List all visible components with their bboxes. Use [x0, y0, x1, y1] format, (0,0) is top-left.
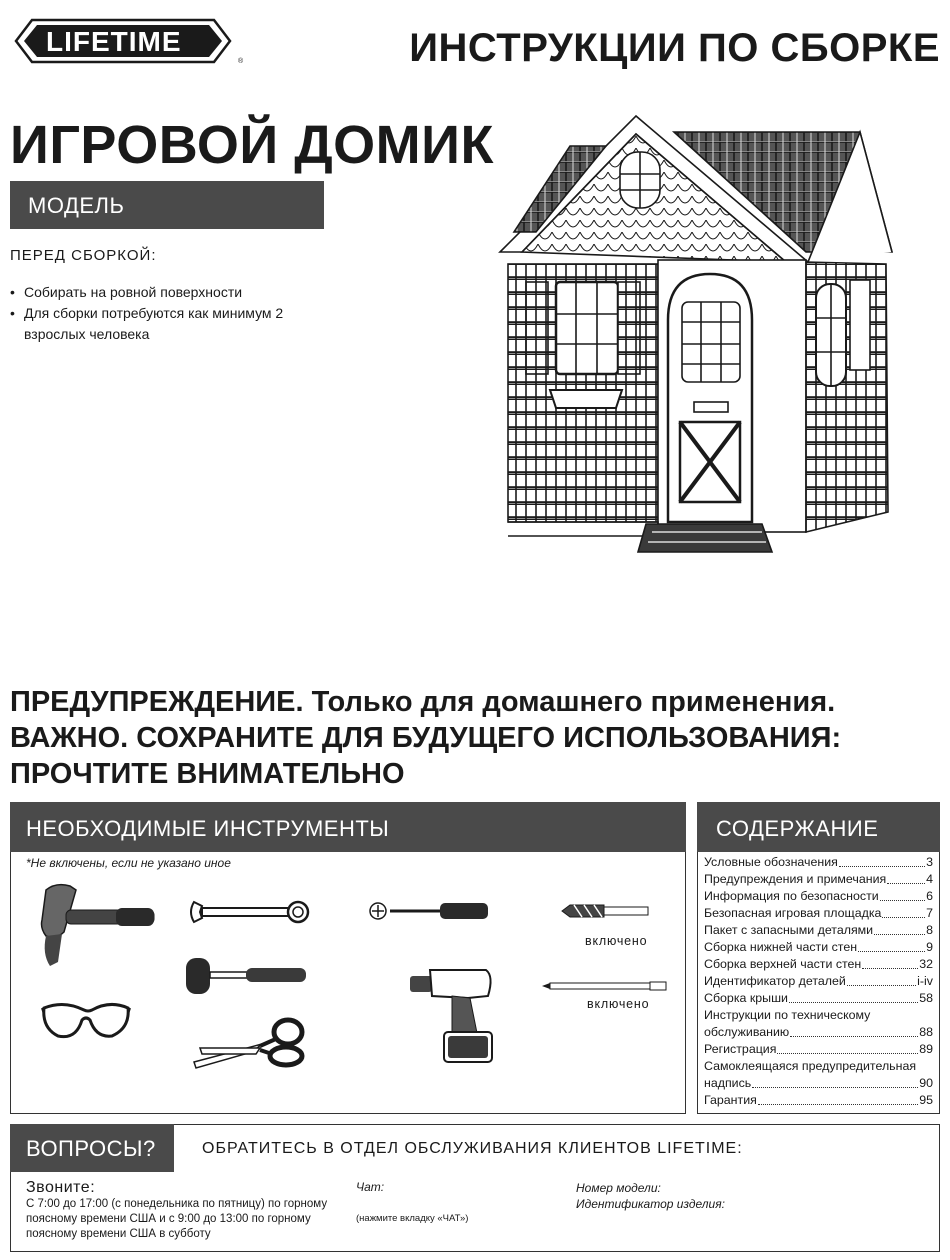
lifetime-logo [12, 18, 244, 65]
scissors-icon [190, 1014, 312, 1072]
toc-item[interactable]: Пакет с запасными деталями 8 [704, 923, 933, 937]
registered-mark: ® [238, 58, 244, 65]
included-label: включено [585, 934, 648, 948]
wrench-icon [188, 898, 312, 926]
tools-note: *Не включены, если не указано иное [26, 856, 231, 870]
playhouse-illustration [496, 112, 908, 558]
toc-item[interactable]: Предупреждения и примечания 4 [704, 872, 933, 886]
model-label-bar: МОДЕЛЬ [10, 181, 324, 229]
toc-item[interactable]: Инструкции по техническому обслуживанию 88 [704, 1008, 933, 1039]
toc-item[interactable]: Безопасная игровая площадка 7 [704, 906, 933, 920]
toc-list [704, 854, 933, 1109]
included-label: включено [587, 997, 650, 1011]
toc-item[interactable]: Самоклеящаяся предупредительная надпись 90 [704, 1059, 933, 1090]
list-item: • Для сборки потребуются как минимум 2 взрослых человека [10, 303, 340, 345]
tools-section-title: НЕОБХОДИМЫЕ ИНСТРУМЕНТЫ [10, 802, 686, 852]
hammer-icon [36, 880, 156, 972]
call-title: Звоните: [26, 1179, 96, 1196]
questions-title: ВОПРОСЫ? [10, 1124, 174, 1172]
safety-glasses-icon [40, 996, 132, 1046]
product-title: ИГРОВОЙ ДОМИК [10, 115, 494, 175]
chat-title: Чат: [356, 1180, 385, 1194]
toc-item[interactable]: Сборка крыши 58 [704, 991, 933, 1005]
product-id-label: Идентификатор изделия: [576, 1197, 725, 1211]
before-assembly-list [10, 282, 340, 345]
toc-item[interactable]: Информация по безопасности 6 [704, 889, 933, 903]
drill-bit-icon [560, 902, 650, 920]
list-item: • Собирать на ровной поверхности [10, 282, 340, 303]
warning-block [10, 684, 940, 792]
cordless-drill-icon [408, 966, 498, 1066]
toc-item[interactable]: Сборка верхней части стен 32 [704, 957, 933, 971]
toc-item[interactable]: Условные обозначения 3 [704, 855, 933, 869]
screwdriver-icon [368, 897, 492, 925]
call-hours-text: С 7:00 до 17:00 (с понедельника по пятницу) по горному поясному времени США и с 9:00 до 13:00 по горному поясному времени США в субботу [26, 1198, 328, 1240]
warning-line-2: ВАЖНО. СОХРАНИТЕ ДЛЯ БУДУЩЕГО ИСПОЛЬЗОВАНИЯ: [10, 722, 842, 754]
page-header-title: ИНСТРУКЦИИ ПО СБОРКЕ [409, 26, 940, 70]
contact-heading: ОБРАТИТЕСЬ В ОТДЕЛ ОБСЛУЖИВАНИЯ КЛИЕНТОВ LIFETIME: [202, 1140, 743, 1157]
mallet-icon [184, 954, 310, 998]
warning-line-1: ПРЕДУПРЕЖДЕНИЕ. Только для домашнего применения. [10, 686, 836, 718]
toc-title: СОДЕРЖАНИЕ [697, 802, 940, 852]
chat-instruction[interactable]: (нажмите вкладку «ЧАТ») [356, 1213, 469, 1224]
toc-item[interactable]: Гарантия 95 [704, 1093, 933, 1107]
logo-text: LIFETIME [46, 26, 182, 57]
driver-bit-icon [540, 980, 670, 992]
warning-line-3: ПРОЧТИТЕ ВНИМАТЕЛЬНО [10, 758, 405, 790]
before-assembly-title: ПЕРЕД СБОРКОЙ: [10, 247, 157, 264]
model-number-label: Номер модели: [576, 1181, 661, 1195]
toc-item[interactable]: Регистрация 89 [704, 1042, 933, 1056]
toc-item[interactable]: Идентификатор деталей i-iv [704, 974, 933, 988]
toc-item[interactable]: Сборка нижней части стен 9 [704, 940, 933, 954]
model-number-block [576, 1180, 725, 1212]
